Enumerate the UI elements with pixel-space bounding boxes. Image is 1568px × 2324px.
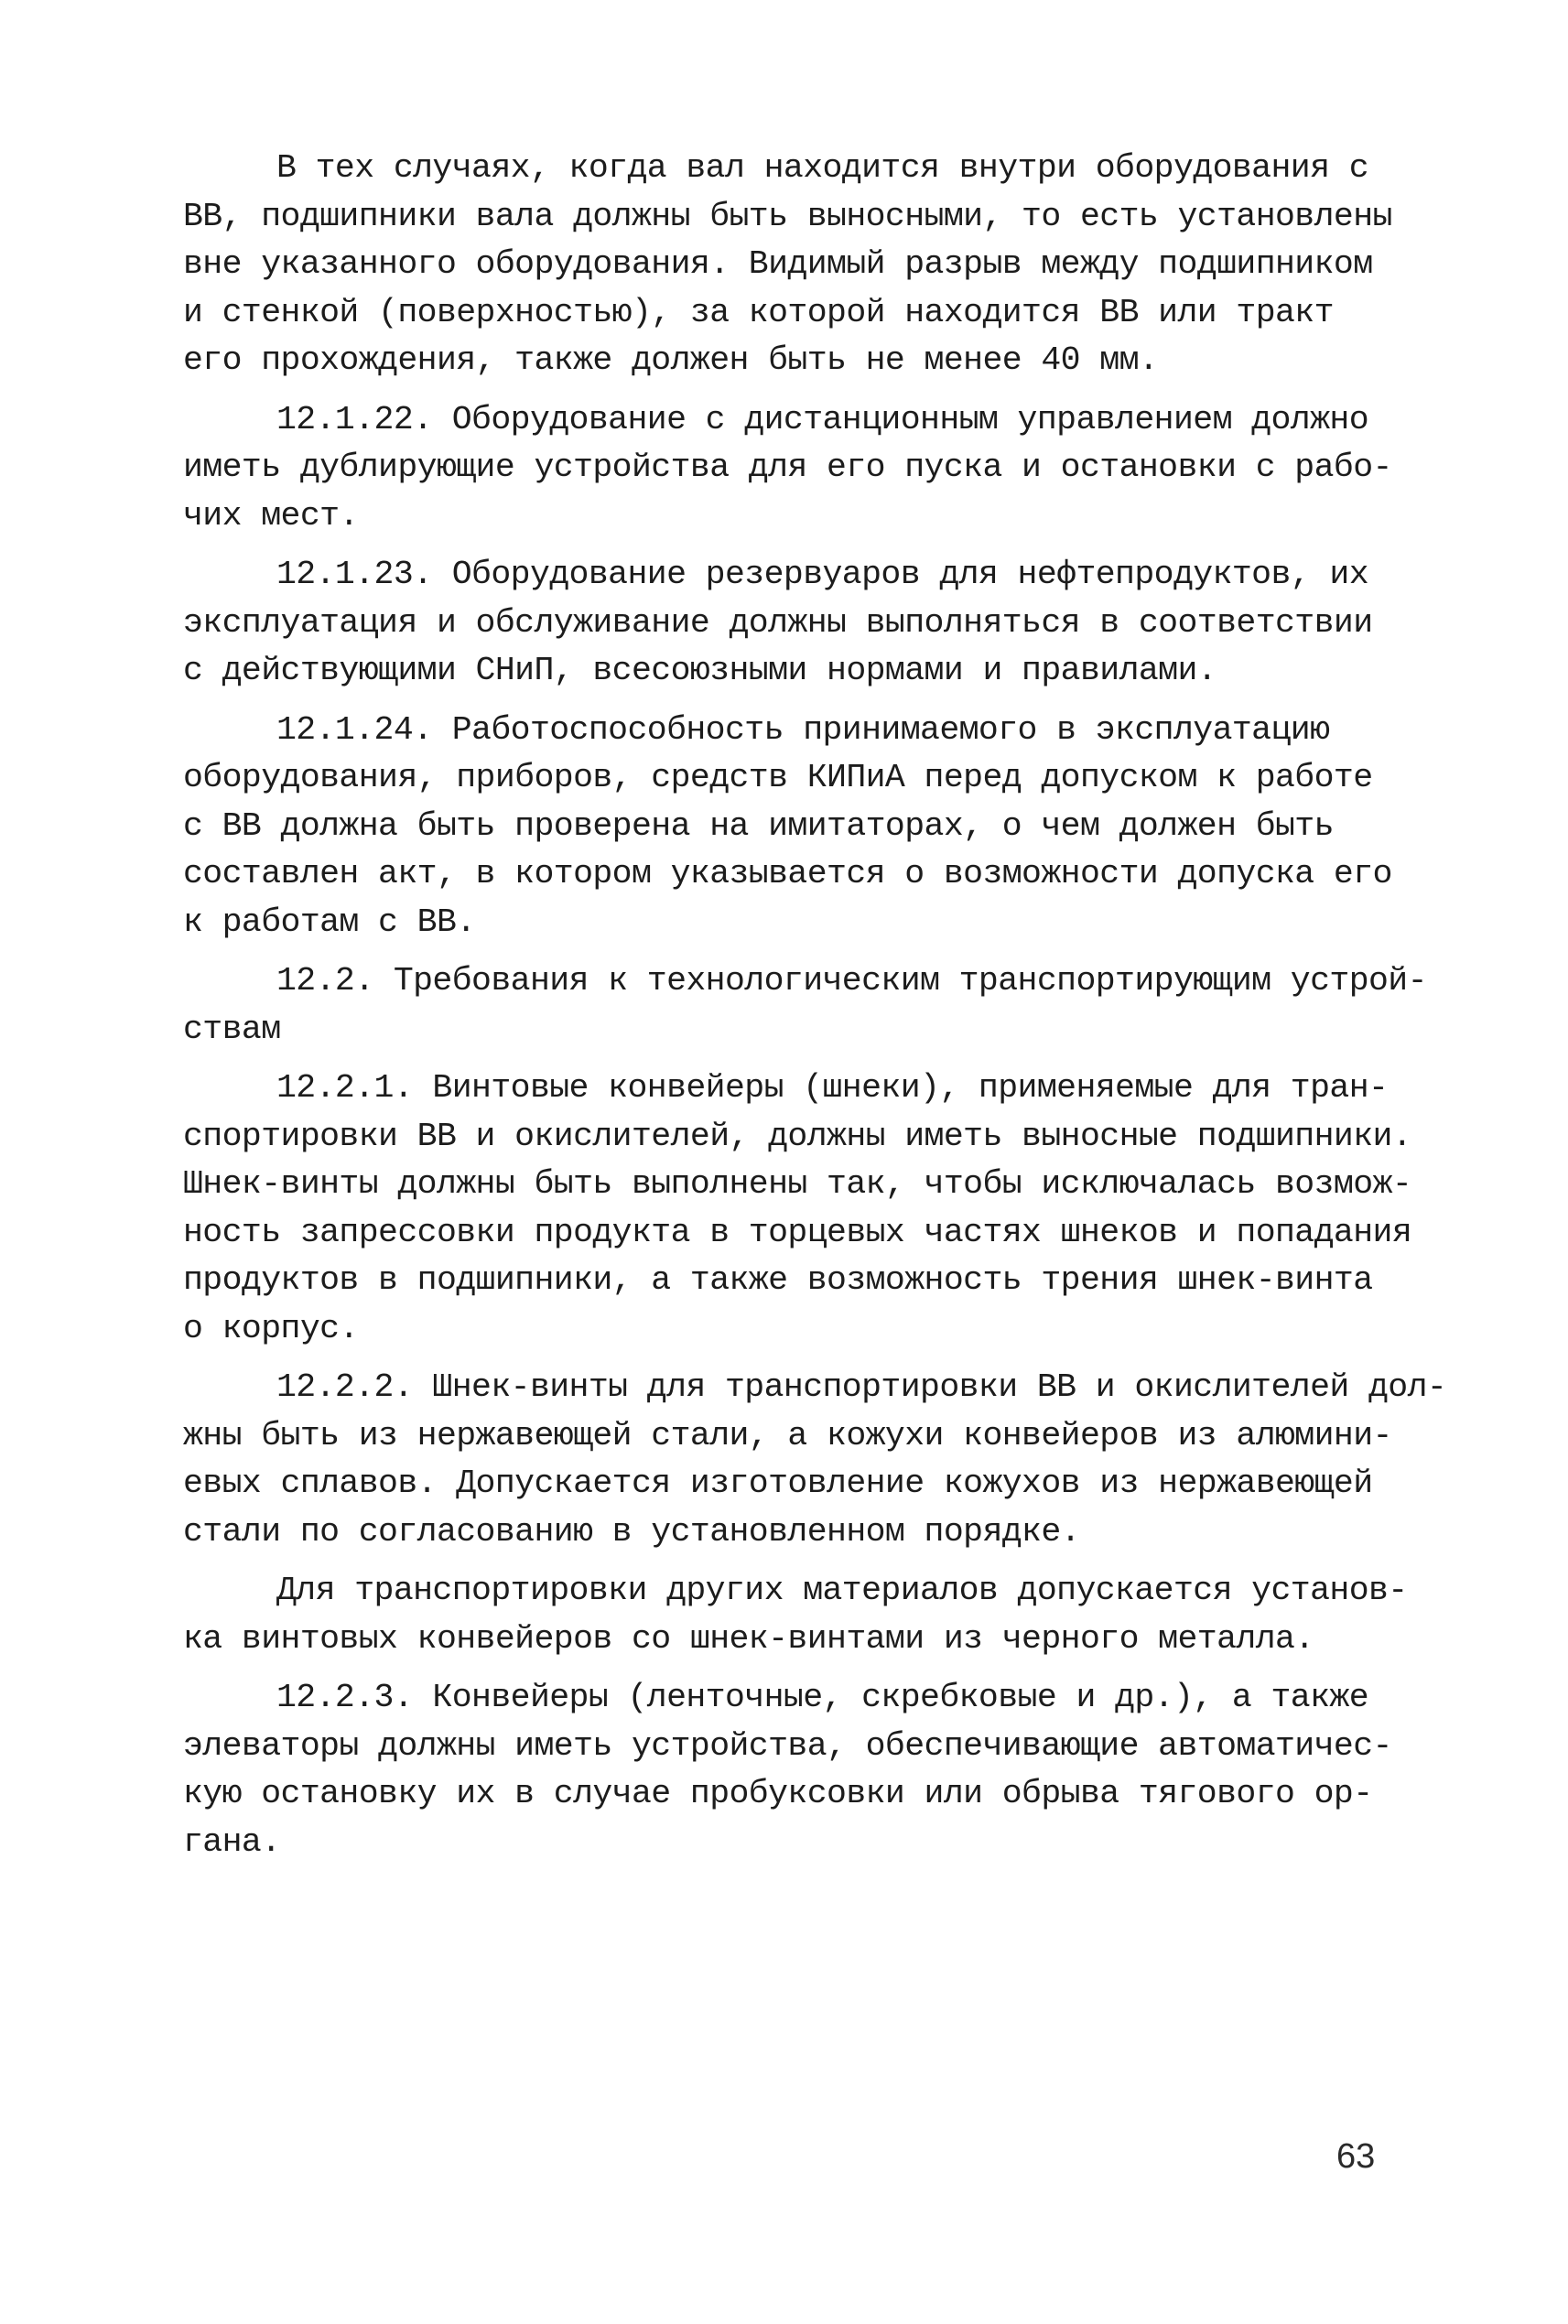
text-line: его прохождения, также должен быть не менее 40 мм. <box>183 341 1159 379</box>
text-line: иметь дублирующие устройства для его пуска и остановки с рабо- <box>183 449 1392 486</box>
text-line: спортировки ВВ и окислителей, должны иметь выносные подшипники. <box>183 1117 1412 1155</box>
paragraph-12-1-22 <box>183 396 1428 541</box>
text-line: о корпус. <box>183 1309 359 1347</box>
text-line: оборудования, приборов, средств КИПиА перед допуском к работе <box>183 759 1373 796</box>
paragraph-other-materials <box>183 1567 1428 1663</box>
paragraph-12-1-24 <box>183 707 1428 947</box>
text-line: вне указанного оборудования. Видимый разрыв между подшипником <box>183 245 1373 283</box>
text-line: эксплуатация и обслуживание должны выполняться в соответствии <box>183 603 1373 642</box>
paragraph-12-1-23 <box>183 551 1428 696</box>
text-line: 12.1.22. Оборудование с дистанционным управлением должно <box>276 400 1369 438</box>
text-line: ность запрессовки продукта в торцевых частях шнеков и попадания <box>183 1213 1412 1251</box>
text-line: и стенкой (поверхностью), за которой находится ВВ или тракт <box>183 293 1334 331</box>
text-line: к работам с ВВ. <box>183 903 476 941</box>
text-line: с действующими СНиП, всесоюзными нормами и правилами. <box>183 652 1217 689</box>
body-text <box>183 145 1447 1877</box>
text-line: ствам <box>183 1010 281 1048</box>
text-line: гана. <box>183 1822 281 1861</box>
paragraph-12-2-2 <box>183 1364 1447 1556</box>
text-line: Для транспортировки других материалов допускается установ- <box>276 1572 1408 1609</box>
paragraph-bearing-placement <box>183 145 1428 385</box>
text-line: 12.2.3. Конвейеры (ленточные, скребковые и др.), а также <box>276 1679 1369 1716</box>
text-line: ВВ, подшипники вала должны быть выносными, то есть установлены <box>183 197 1392 235</box>
text-line: продуктов в подшипники, а также возможность трения шнек-винта <box>183 1261 1373 1299</box>
section-heading-12-2 <box>183 957 1428 1054</box>
text-line: В тех случаях, когда вал находится внутри оборудования с <box>276 149 1369 187</box>
text-line: 12.2.1. Винтовые конвейеры (шнеки), применяемые для тран- <box>276 1069 1389 1107</box>
text-line: евых сплавов. Допускается изготовление кожухов из нержавеющей <box>183 1465 1373 1502</box>
text-line: 12.1.24. Работоспособность принимаемого в эксплуатацию <box>276 710 1330 749</box>
paragraph-12-2-3 <box>183 1674 1428 1866</box>
text-line: элеваторы должны иметь устройства, обеспечивающие автоматичес- <box>183 1726 1392 1765</box>
page-number: 63 <box>1336 2137 1376 2176</box>
text-line: ка винтовых конвейеров со шнек-винтами из черного металла. <box>183 1619 1314 1658</box>
text-line: 12.2. Требования к технологическим транспортирующим устрой- <box>276 962 1427 1000</box>
text-line: составлен акт, в котором указывается о возможности допуска его <box>183 855 1392 892</box>
paragraph-12-2-1 <box>183 1065 1428 1353</box>
text-line: жны быть из нержавеющей стали, а кожухи конвейеров из алюмини- <box>183 1416 1392 1454</box>
text-line: Шнек-винты должны быть выполнены так, чтобы исключалась возмож- <box>183 1165 1412 1203</box>
text-line: 12.2.2. Шнек-винты для транспортировки ВВ и окислителей дол- <box>276 1368 1447 1406</box>
text-line: кую остановку их в случае пробуксовки или обрыва тягового ор- <box>183 1775 1373 1812</box>
text-line: стали по согласованию в установленном порядке. <box>183 1512 1080 1551</box>
text-line: чих мест. <box>183 496 359 535</box>
text-line: с ВВ должна быть проверена на имитаторах, о чем должен быть <box>183 806 1334 845</box>
text-line: 12.1.23. Оборудование резервуаров для нефтепродуктов, их <box>276 556 1369 593</box>
